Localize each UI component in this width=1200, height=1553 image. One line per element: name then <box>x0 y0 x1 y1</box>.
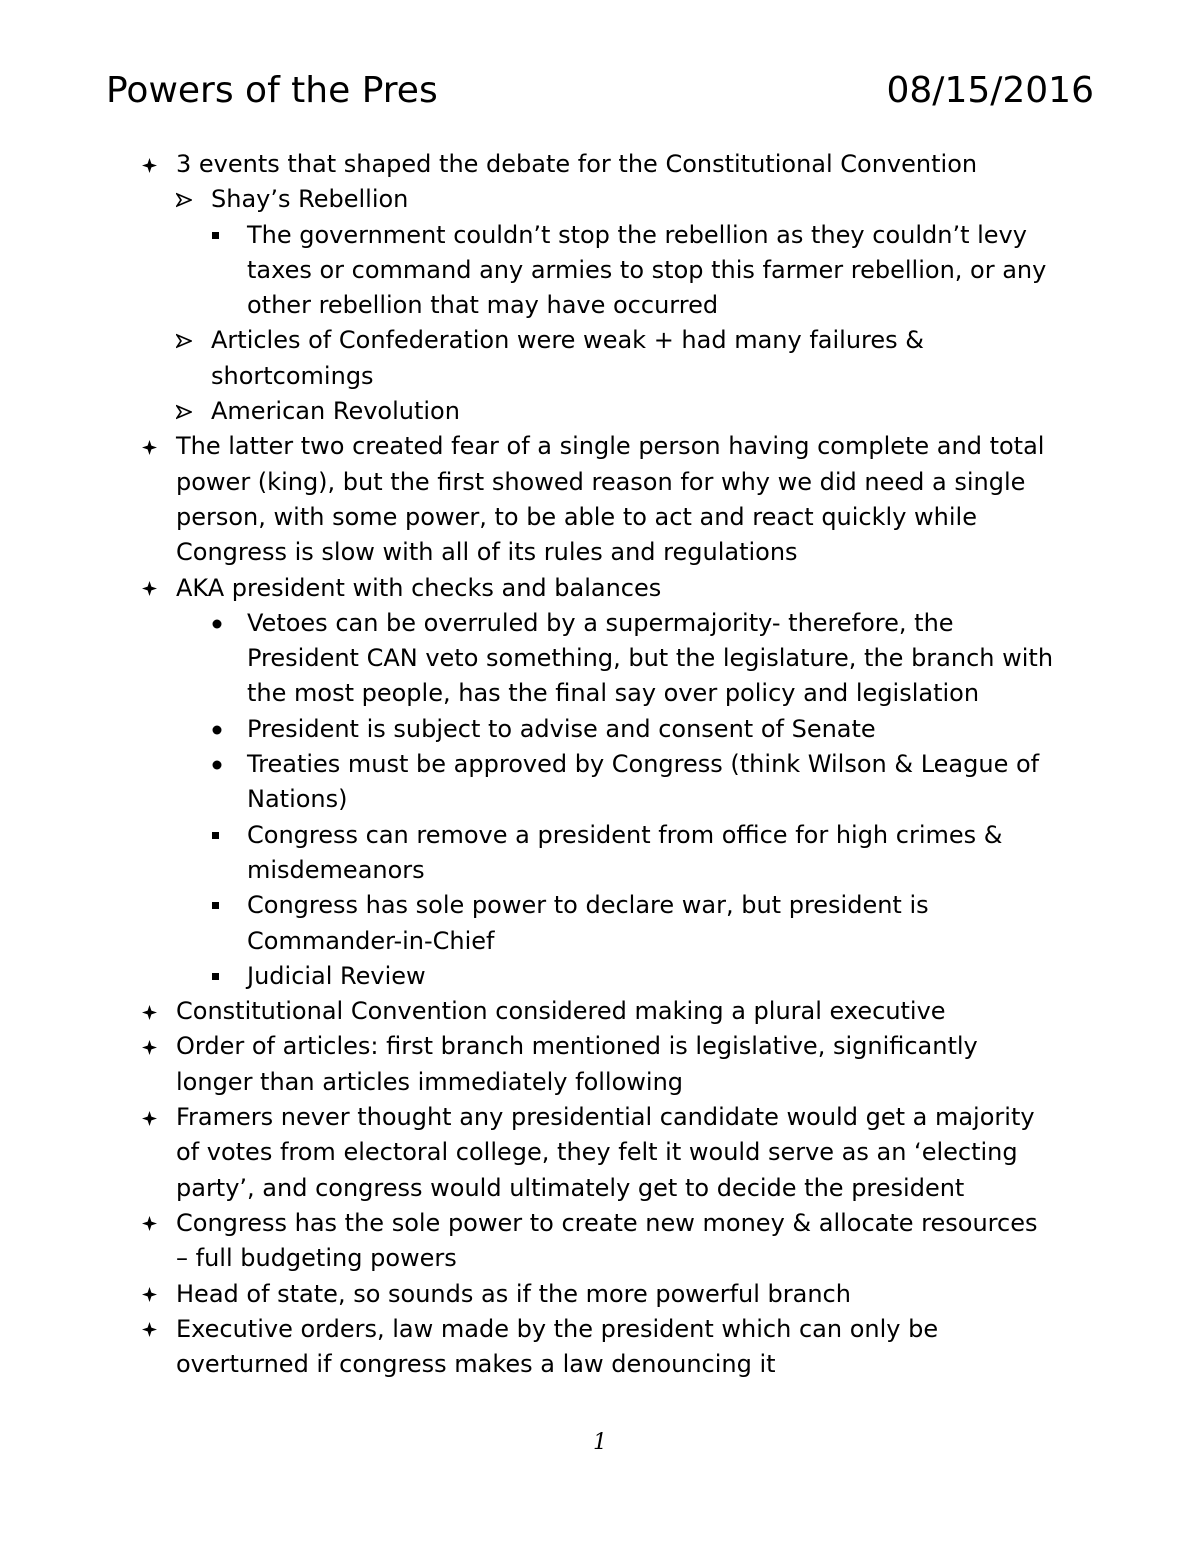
list-item-text: Shay’s Rebellion <box>211 185 409 214</box>
diamond-bullet-icon <box>142 994 157 1029</box>
list-item <box>0 994 1056 1029</box>
list-item-text: 3 events that shaped the debate for the Constitutional Convention <box>176 150 978 178</box>
list-item-text: Congress has the sole power to create new money & allocate resources – full budgeting powers <box>176 1208 1038 1273</box>
diamond-bullet-icon <box>142 1100 157 1135</box>
list-item <box>0 182 1056 217</box>
list-item <box>0 147 1056 182</box>
list-item <box>0 1206 1056 1277</box>
list-item-text: Judicial Review <box>247 961 426 990</box>
list-item <box>0 571 1056 606</box>
list-item <box>0 747 1056 818</box>
list-item <box>0 394 1056 429</box>
square-bullet-icon <box>212 818 220 853</box>
list-item-text: Framers never thought any presidential candidate would get a majority of votes from electoral college, they felt it would serve as an ‘electing party’, and congress would ultimately get to decide the president <box>176 1103 1035 1202</box>
list-item <box>0 218 1056 324</box>
diamond-bullet-icon <box>142 147 157 182</box>
list-item <box>0 1100 1056 1206</box>
square-bullet-icon <box>212 218 220 253</box>
page-date: 08/15/2016 <box>886 70 1094 111</box>
list-item <box>0 323 1056 394</box>
diamond-bullet-icon <box>142 1206 157 1241</box>
list-item <box>0 429 1056 570</box>
list-item <box>0 1312 1056 1383</box>
diamond-bullet-icon <box>142 429 157 464</box>
list-item-text: The government couldn’t stop the rebellion as they couldn’t levy taxes or command any armies to stop this farmer rebellion, or any other rebellion that may have occurred <box>247 220 1047 320</box>
arrowhead-bullet-icon <box>176 394 192 429</box>
document-header <box>106 70 1094 120</box>
list-item-text: Vetoes can be overruled by a supermajority- therefore, the President CAN veto something, but the legislature, the branch with the most people, has the final say over policy and legislation <box>247 608 1054 708</box>
list-item-text: Congress can remove a president from office for high crimes & misdemeanors <box>247 820 1003 884</box>
diamond-bullet-icon <box>142 1029 157 1064</box>
disc-bullet-icon <box>212 747 222 782</box>
list-item <box>0 888 1056 959</box>
list-item-text: President is subject to advise and consent of Senate <box>247 714 876 743</box>
diamond-bullet-icon <box>142 571 157 606</box>
notes-list <box>0 147 1200 1382</box>
list-item <box>0 1277 1056 1312</box>
list-item <box>0 1029 1056 1100</box>
page-title: Powers of the Pres <box>106 70 438 111</box>
list-item-text: The latter two created fear of a single person having complete and total power (king), but the first showed reason for why we did need a single person, with some power, to be able to act and react quickly while Congress is slow with all of its rules and regulations <box>176 432 1045 567</box>
list-item-text: American Revolution <box>211 397 460 426</box>
list-item-text: Treaties must be approved by Congress (think Wilson & League of Nations) <box>247 750 1040 814</box>
disc-bullet-icon <box>212 606 222 641</box>
list-item-text: Head of state, so sounds as if the more powerful branch <box>176 1279 851 1308</box>
list-item-text: Congress has sole power to declare war, but president is Commander-in-Chief <box>247 891 929 955</box>
list-item-text: Constitutional Convention considered making a plural executive <box>176 997 946 1026</box>
list-item-text: Executive orders, law made by the president which can only be overturned if congress makes a law denouncing it <box>176 1314 939 1379</box>
list-item <box>0 712 1056 747</box>
list-item <box>0 959 1056 994</box>
diamond-bullet-icon <box>142 1312 157 1347</box>
list-item-text: Order of articles: first branch mentioned is legislative, significantly longer than articles immediately following <box>176 1032 978 1096</box>
list-item-text: AKA president with checks and balances <box>176 573 662 602</box>
arrowhead-bullet-icon <box>176 182 192 217</box>
list-item <box>0 606 1056 712</box>
disc-bullet-icon <box>212 712 222 747</box>
square-bullet-icon <box>212 888 220 923</box>
list-item <box>0 818 1056 889</box>
diamond-bullet-icon <box>142 1277 157 1312</box>
page-number: 1 <box>593 1430 607 1455</box>
arrowhead-bullet-icon <box>176 323 192 358</box>
list-item-text: Articles of Confederation were weak + had many failures & shortcomings <box>211 326 924 390</box>
square-bullet-icon <box>212 959 220 994</box>
